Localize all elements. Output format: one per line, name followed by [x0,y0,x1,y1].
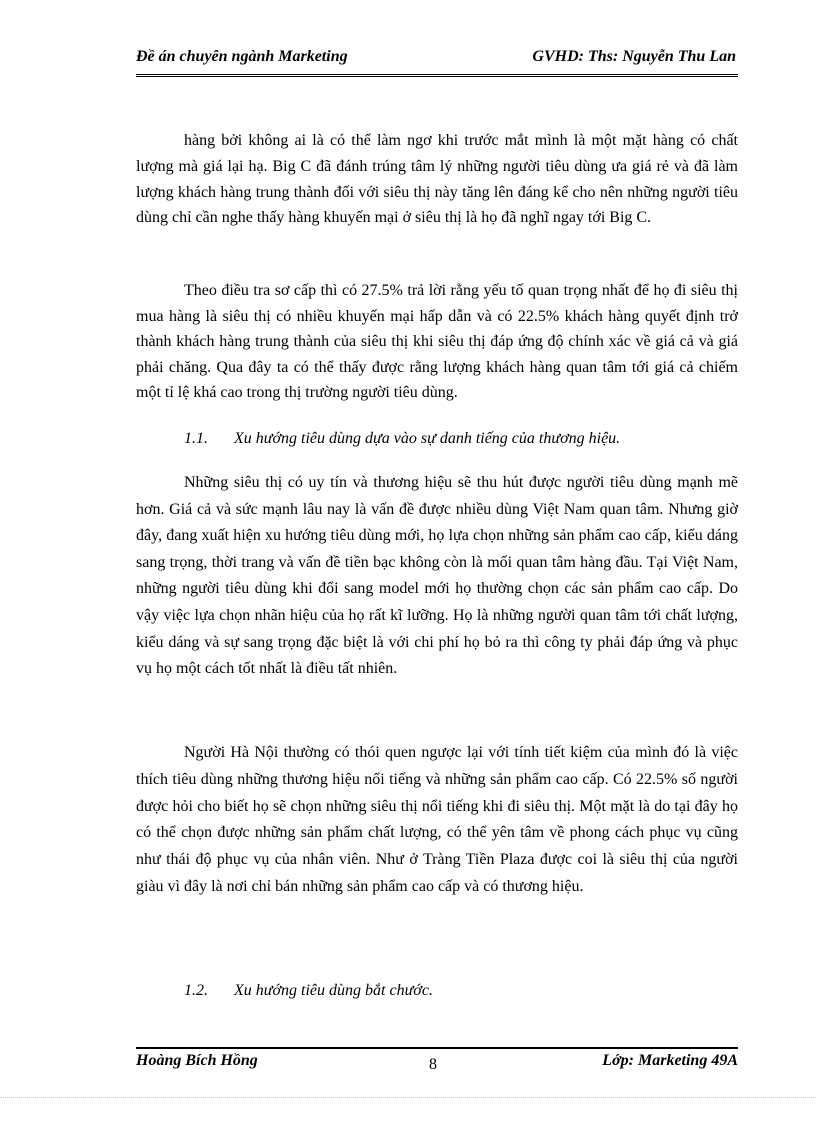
footer-author: Hoàng Bích Hồng [136,1052,258,1069]
page-bottom-edge [0,1097,816,1098]
footer-divider [136,1047,738,1049]
page-number: 8 [429,1056,437,1073]
section-title: Xu hướng tiêu dùng dựa vào sự danh tiếng của thương hiệu. [234,430,621,447]
section-title: Xu hướng tiêu dùng bắt chước. [234,982,433,999]
section-number: 1.2. [184,982,208,999]
header-divider [136,74,738,77]
paragraph-4: Người Hà Nội thường có thói quen ngược lại với tính tiết kiệm của mình đó là việc thích tiêu dùng những thương hiệu nổi tiếng và những sản phẩm cao cấp. Có 22.5% số người được hỏi cho biết họ sẽ chọn những siêu thị nổi tiếng khi đi siêu thị. Một mặt là do tại đây họ có thể chọn được những sản phẩm chất lượng, có thể yên tâm về phong cách phục vụ cũng như thái độ phục vụ của nhân viên. Như ở Tràng Tiền Plaza được coi là siêu thị của người giàu vì đây là nơi chỉ bán những sản phẩm cao cấp và có thương hiệu. [136,744,738,895]
footer-class: Lớp: Marketing 49A [602,1052,738,1069]
header-project-title: Đề án chuyên ngành Marketing [136,48,348,65]
section-heading-1-1 [184,430,620,448]
header-supervisor: GVHD: Ths: Nguyễn Thu Lan [532,48,736,65]
paragraph-1: hàng bởi không ai là có thể làm ngơ khi trước mắt mình là một mặt hàng có chất lượng mà giá lại hạ. Big C đã đánh trúng tâm lý những người tiêu dùng ưa giá rẻ và đã làm lượng khách hàng trung thành đối với siêu thị này tăng lên đáng kể cho nên những người tiêu dùng chỉ cần nghe thấy hàng khuyến mại ở siêu thị là họ đã nghĩ ngay tới Big C. [136,132,738,227]
section-heading-1-2 [184,982,433,1000]
page-header [136,48,736,70]
paragraph-2: Theo điều tra sơ cấp thì có 27.5% trả lời rằng yếu tố quan trọng nhất để họ đi siêu thị mua hàng là siêu thị có nhiều khuyến mại hấp dẫn và có 22.5% khách hàng quyết định trở thành khách hàng trung thành của siêu thị khi siêu thị đáp ứng độ chính xác về giá cả và giá phải chăng. Qua đây ta có thể thấy được rằng lượng khách hàng quan tâm tới giá cả chiếm một tỉ lệ khá cao trong thị trường người tiêu dùng. [136,282,738,402]
section-number: 1.1. [184,430,208,447]
paragraph-3: Những siêu thị có uy tín và thương hiệu sẽ thu hút được người tiêu dùng mạnh mẽ hơn. Giá cả và sức mạnh lâu nay là vấn đề được nhiều dùng Việt Nam quan tâm. Nhưng giờ đây, đang xuất hiện xu hướng tiêu dùng mới, họ lựa chọn những sản phẩm cao cấp, kiểu dáng sang trọng, thời trang và vấn đề tiền bạc không còn là mối quan tâm hàng đầu. Tại Việt Nam, những người tiêu dùng khi đổi sang model mới họ thường chọn các sản phẩm cao cấp. Do vậy việc lựa chọn nhãn hiệu của họ rất kĩ lưỡng. Họ là những người quan tâm tới chất lượng, kiểu dáng và sự sang trọng đặc biệt là với chi phí họ bỏ ra thì công ty phải đáp ứng và phục vụ họ một cách tốt nhất là điều tất nhiên. [136,474,738,678]
page-footer [136,1052,738,1074]
